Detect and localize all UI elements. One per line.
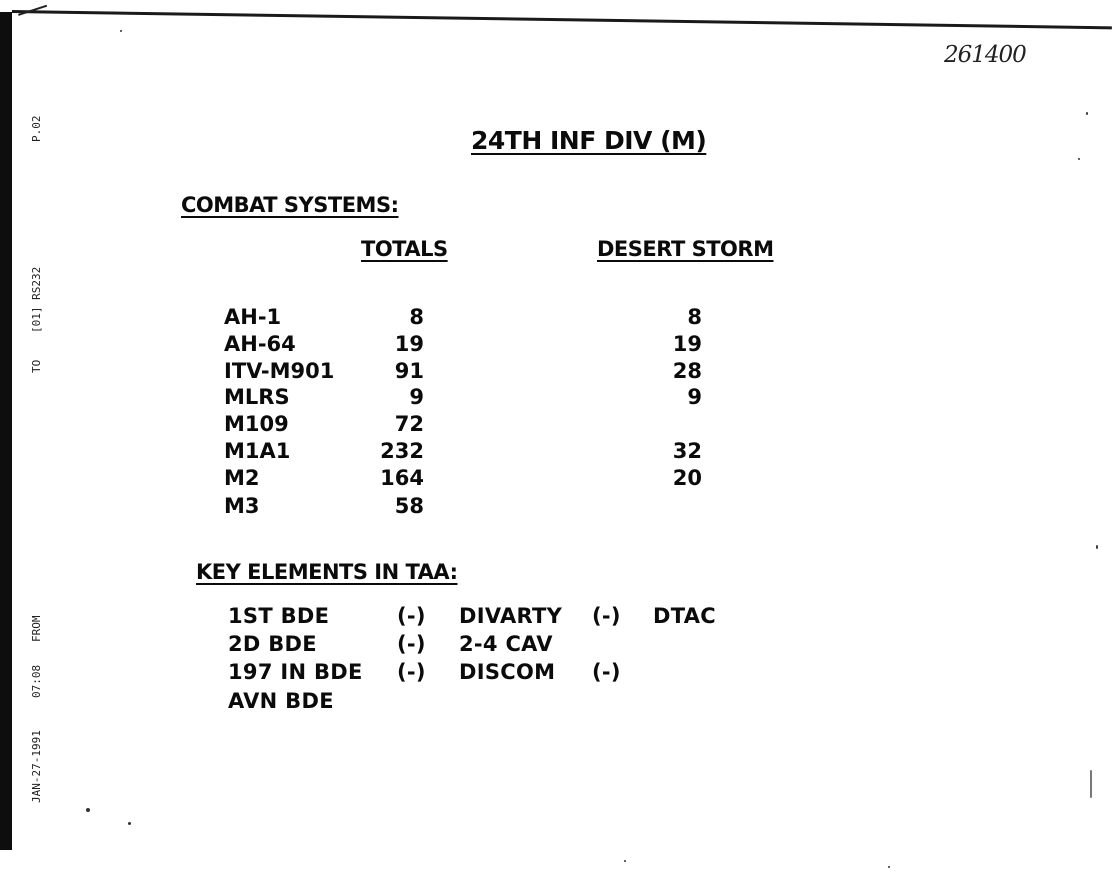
minus-mark: (-) bbox=[592, 660, 621, 684]
unit-name: 2D BDE bbox=[228, 632, 317, 656]
system-total: 91 bbox=[394, 359, 424, 383]
scan-speck bbox=[888, 866, 890, 868]
fax-route: [01] RS232 bbox=[30, 266, 43, 333]
system-name: AH-1 bbox=[224, 305, 282, 329]
unit-name: AVN BDE bbox=[228, 689, 334, 713]
minus-mark: (-) bbox=[397, 632, 426, 656]
combat-systems-heading: COMBAT SYSTEMS: bbox=[181, 193, 399, 217]
list-item bbox=[0, 632, 1112, 660]
minus-mark: (-) bbox=[397, 604, 426, 628]
scan-speck bbox=[120, 30, 122, 32]
desert-storm-column-header: DESERT STORM bbox=[597, 237, 774, 261]
table-row bbox=[0, 332, 1112, 359]
system-total: 72 bbox=[394, 412, 424, 436]
document-title: 24TH INF DIV (M) bbox=[471, 126, 707, 155]
table-row bbox=[0, 466, 1112, 493]
element-name: 2-4 CAV bbox=[459, 632, 553, 656]
scan-top-edge bbox=[12, 10, 1112, 29]
fax-to-label: TO bbox=[30, 359, 43, 373]
system-total: 9 bbox=[409, 385, 424, 409]
element-name: DISCOM bbox=[459, 660, 556, 684]
table-row bbox=[0, 494, 1112, 521]
system-desert-storm: 9 bbox=[687, 385, 702, 409]
scan-speck bbox=[1096, 545, 1098, 549]
system-desert-storm: 19 bbox=[672, 332, 702, 356]
table-row bbox=[0, 359, 1112, 386]
scan-speck bbox=[128, 822, 131, 825]
scan-speck bbox=[1086, 112, 1088, 115]
minus-mark: (-) bbox=[397, 660, 426, 684]
scan-speck bbox=[86, 808, 90, 812]
unit-name: 197 IN BDE bbox=[228, 660, 363, 684]
system-name: MLRS bbox=[224, 385, 290, 409]
system-total: 232 bbox=[380, 439, 424, 463]
system-total: 58 bbox=[394, 494, 424, 518]
table-row bbox=[0, 412, 1112, 439]
fax-date: JAN-27-1991 bbox=[30, 730, 43, 803]
system-name: AH-64 bbox=[224, 332, 296, 356]
system-name: M2 bbox=[224, 466, 260, 490]
list-item bbox=[0, 689, 1112, 717]
system-name: M3 bbox=[224, 494, 260, 518]
element-name: DIVARTY bbox=[459, 604, 563, 628]
table-row bbox=[0, 439, 1112, 466]
system-total: 19 bbox=[394, 332, 424, 356]
key-elements-heading: KEY ELEMENTS IN TAA: bbox=[196, 560, 458, 584]
system-desert-storm: 20 bbox=[672, 466, 702, 490]
system-total: 8 bbox=[409, 305, 424, 329]
fax-page-number: P.02 bbox=[30, 115, 43, 142]
handwritten-number: 261400 bbox=[944, 42, 1026, 68]
system-name: M109 bbox=[224, 412, 289, 436]
totals-column-header: TOTALS bbox=[361, 237, 448, 261]
scan-speck bbox=[1078, 158, 1080, 160]
list-item bbox=[0, 660, 1112, 688]
system-desert-storm: 28 bbox=[672, 359, 702, 383]
unit-name: 1ST BDE bbox=[228, 604, 330, 628]
fax-time: 07:08 bbox=[30, 664, 43, 698]
scan-streak bbox=[1090, 770, 1092, 798]
table-row bbox=[0, 385, 1112, 412]
extra-element: DTAC bbox=[653, 604, 716, 628]
system-name: M1A1 bbox=[224, 439, 291, 463]
system-desert-storm: 8 bbox=[687, 305, 702, 329]
system-name: ITV-M901 bbox=[224, 359, 335, 383]
system-desert-storm: 32 bbox=[672, 439, 702, 463]
system-total: 164 bbox=[380, 466, 424, 490]
scan-speck bbox=[624, 860, 626, 862]
fax-from-label: FROM bbox=[30, 615, 43, 642]
minus-mark: (-) bbox=[592, 604, 621, 628]
table-row bbox=[0, 305, 1112, 332]
list-item bbox=[0, 604, 1112, 632]
